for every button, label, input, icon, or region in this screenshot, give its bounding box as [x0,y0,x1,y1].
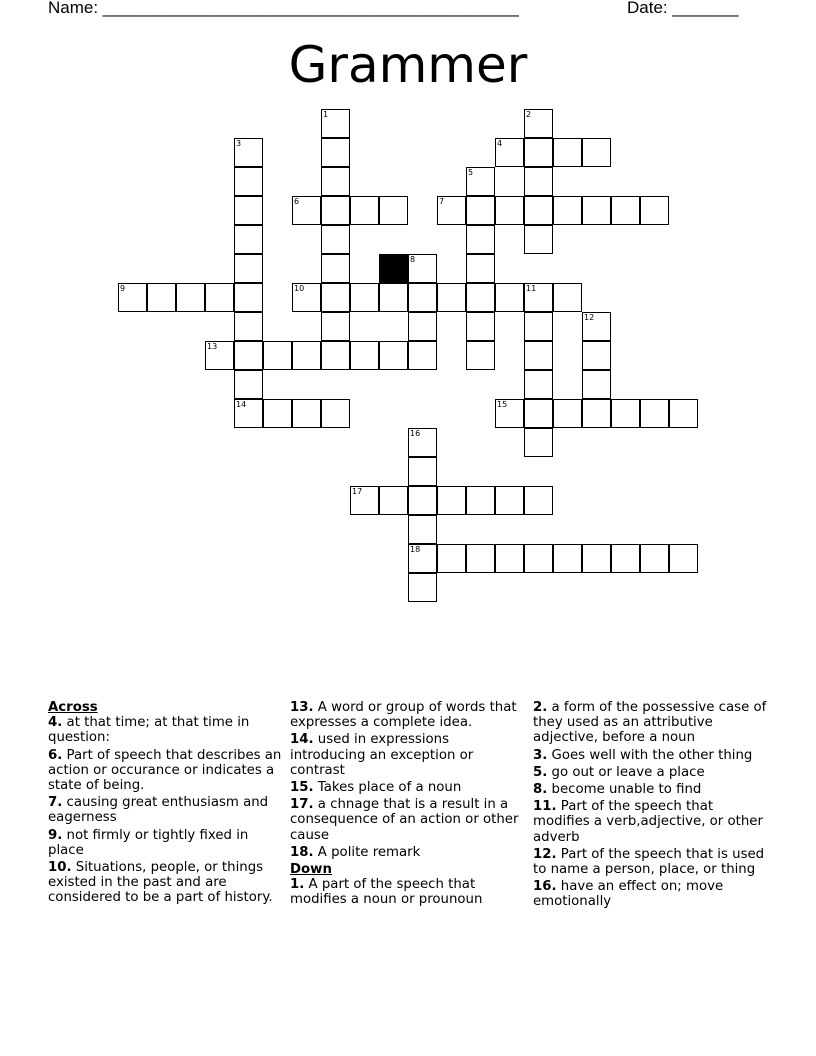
grid-cell[interactable] [495,399,524,428]
grid-cell[interactable] [292,341,321,370]
grid-cell[interactable] [466,167,495,196]
grid-cell[interactable] [495,544,524,573]
grid-cell[interactable] [466,341,495,370]
grid-cell[interactable] [321,109,350,138]
clue-down-5: 5. go out or leave a place [533,764,705,780]
clue-across-9: 9. not firmly or tightly fixed in place [48,827,249,858]
grid-cell[interactable] [234,167,263,196]
clue-across-13: 13. A word or group of words that expresses a complete idea. [290,700,517,731]
clue-down-2: 2. a form of the possessive case of they used as an attributive adjective, before a noun [533,700,767,746]
grid-cell[interactable] [524,428,553,457]
cell-number: 4 [497,139,503,148]
grid-cell[interactable] [524,225,553,254]
cell-number: 7 [439,197,445,206]
grid-cell[interactable] [321,225,350,254]
clue-across-7: 7. causing great enthusiasm and eagerness [48,795,269,826]
grid-cell[interactable] [408,283,437,312]
grid-cell[interactable] [669,399,698,428]
cell-number: 1 [323,110,329,119]
grid-cell[interactable] [408,544,437,573]
grid-cell[interactable] [234,283,263,312]
cell-number: 14 [236,400,247,409]
grid-cell[interactable] [582,196,611,225]
grid-cell[interactable] [408,254,437,283]
grid-cell[interactable] [466,283,495,312]
clue-across-15: 15. Takes place of a noun [290,780,462,796]
grid-cell[interactable] [408,312,437,341]
grid-cell[interactable] [321,341,350,370]
cell-number: 5 [468,168,474,177]
name-field[interactable]: Name: ____________________________________________ [48,0,519,17]
grid-cell[interactable] [640,399,669,428]
grid-cell[interactable] [495,486,524,515]
grid-cell[interactable] [524,283,553,312]
grid-cell[interactable] [524,370,553,399]
grid-cell[interactable] [234,312,263,341]
clue-across-10: 10. Situations, people, or things existed in the past and are considered to be a part of history. [48,860,273,906]
grid-cell[interactable] [553,283,582,312]
grid-cell[interactable] [118,283,147,312]
page-title: Grammer [288,36,528,94]
clues-column-2 [290,700,525,910]
grid-cell[interactable] [611,544,640,573]
cell-number: 17 [352,487,363,496]
grid-cell[interactable] [437,544,466,573]
across-heading: Across [48,700,98,715]
cell-number: 2 [526,110,532,119]
grid-cell[interactable] [437,196,466,225]
grid-cell[interactable] [408,341,437,370]
grid-block-cell [379,254,408,283]
grid-cell[interactable] [524,167,553,196]
grid-cell[interactable] [321,196,350,225]
grid-cell[interactable] [640,544,669,573]
grid-cell[interactable] [553,196,582,225]
grid-cell[interactable] [524,109,553,138]
grid-cell[interactable] [205,341,234,370]
grid-cell[interactable] [321,254,350,283]
grid-cell[interactable] [234,341,263,370]
grid-cell[interactable] [350,486,379,515]
grid-cell[interactable] [437,486,466,515]
clue-across-17: 17. a chnage that is a result in a consequence of an action or other cause [290,797,519,843]
grid-cell[interactable] [495,196,524,225]
grid-cell[interactable] [176,283,205,312]
grid-cell[interactable] [321,283,350,312]
grid-cell[interactable] [582,312,611,341]
grid-cell[interactable] [582,138,611,167]
clue-across-4: 4. at that time; at that time in question: [48,715,250,746]
grid-cell[interactable] [495,283,524,312]
grid-cell[interactable] [524,341,553,370]
grid-cell[interactable] [321,167,350,196]
grid-cell[interactable] [379,486,408,515]
grid-cell[interactable] [582,370,611,399]
grid-cell[interactable] [321,312,350,341]
grid-cell[interactable] [524,486,553,515]
grid-cell[interactable] [466,312,495,341]
date-field[interactable]: Date: _______ [627,0,739,17]
grid-cell[interactable] [524,312,553,341]
grid-cell[interactable] [292,399,321,428]
grid-cell[interactable] [524,544,553,573]
grid-cell[interactable] [234,196,263,225]
grid-cell[interactable] [466,196,495,225]
clue-down-12: 12. Part of the speech that is used to name a person, place, or thing [533,846,765,878]
grid-cell[interactable] [234,399,263,428]
grid-cell[interactable] [553,399,582,428]
grid-cell[interactable] [234,254,263,283]
grid-cell[interactable] [669,544,698,573]
grid-cell[interactable] [611,399,640,428]
grid-cell[interactable] [408,573,437,602]
clue-down-11: 11. Part of the speech that modifies a verb,adjective, or other adverb [533,799,763,845]
grid-cell[interactable] [234,370,263,399]
grid-cell[interactable] [321,399,350,428]
clue-down-3: 3. Goes well with the other thing [533,747,753,763]
cell-number: 11 [526,284,537,293]
grid-cell[interactable] [553,544,582,573]
grid-cell[interactable] [524,138,553,167]
clues-column-1 [48,700,283,908]
cell-number: 16 [410,429,421,438]
cell-number: 10 [294,284,305,293]
clues-column-3 [533,700,768,912]
cell-number: 13 [207,342,218,351]
cell-number: 12 [584,313,595,322]
grid-cell[interactable] [611,196,640,225]
cell-number: 6 [294,197,300,206]
clue-across-14: 14. used in expressions introducing an exception or contrast [290,732,474,778]
grid-cell[interactable] [466,486,495,515]
cell-number: 8 [410,255,416,264]
grid-cell[interactable] [495,138,524,167]
cell-number: 3 [236,139,242,148]
grid-cell[interactable] [234,138,263,167]
cell-number: 15 [497,400,508,409]
grid-cell[interactable] [379,196,408,225]
grid-cell[interactable] [292,196,321,225]
grid-cell[interactable] [263,341,292,370]
grid-cell[interactable] [437,283,466,312]
grid-cell[interactable] [408,457,437,486]
grid-cell[interactable] [379,283,408,312]
clue-down-16: 16. have an effect on; move emotionally [533,879,724,910]
grid-cell[interactable] [263,399,292,428]
grid-cell[interactable] [466,225,495,254]
cell-number: 9 [120,284,126,293]
clue-down-1: 1. A part of the speech that modifies a noun or prounoun [290,877,483,908]
grid-cell[interactable] [466,254,495,283]
grid-cell[interactable] [408,486,437,515]
grid-cell[interactable] [640,196,669,225]
grid-cell[interactable] [292,283,321,312]
grid-cell[interactable] [350,283,379,312]
cell-number: 18 [410,545,421,554]
grid-cell[interactable] [147,283,176,312]
grid-cell[interactable] [408,428,437,457]
grid-cell[interactable] [350,341,379,370]
grid-cell[interactable] [379,341,408,370]
grid-cell[interactable] [582,399,611,428]
grid-cell[interactable] [524,196,553,225]
clue-across-6: 6. Part of speech that describes an action or occurance or indicates a state of being. [48,747,282,794]
grid-cell[interactable] [321,138,350,167]
clue-down-8: 8. become unable to find [533,782,702,798]
grid-cell[interactable] [234,225,263,254]
grid-cell[interactable] [524,399,553,428]
grid-cell[interactable] [408,515,437,544]
grid-cell[interactable] [582,341,611,370]
down-heading: Down [290,862,332,878]
grid-cell[interactable] [582,544,611,573]
clue-across-18: 18. A polite remark [290,844,421,860]
grid-cell[interactable] [205,283,234,312]
grid-cell[interactable] [350,196,379,225]
grid-cell[interactable] [466,544,495,573]
grid-cell[interactable] [553,138,582,167]
